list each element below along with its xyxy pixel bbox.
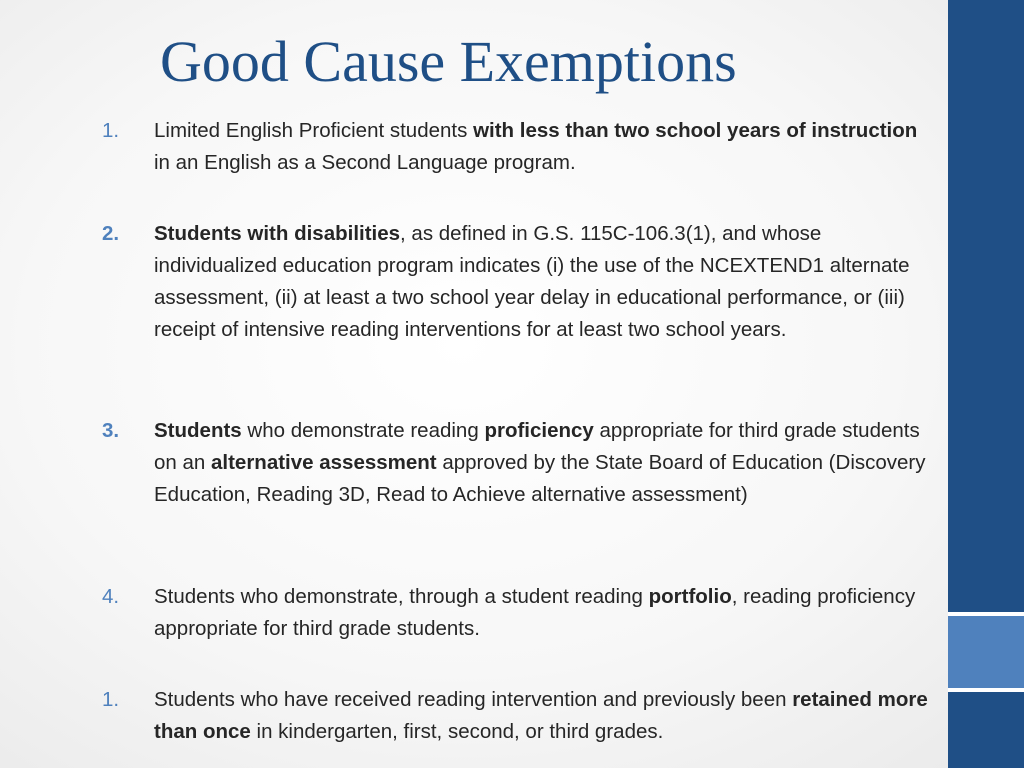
side-band-dark-top (948, 0, 1024, 612)
list-item-text: Students who have received reading intervention and previously been retained more than once in kindergarten, first, second, or third grades. (154, 688, 928, 743)
list-item-text: Students with disabilities, as defined in G.S. 115C-106.3(1), and whose individualized education program indicates (i) the use of the NCEXTEND1 alternate assessment, (ii) at least a two school year delay in educational performance, or (iii) receipt of intensive reading interventions for at least two school years. (154, 222, 910, 341)
list-item-number: 4. (102, 585, 120, 608)
list-item-number: 1. (102, 688, 120, 711)
list-item-text: Students who demonstrate reading proficiency appropriate for third grade students on an alternative assessment approved by the State Board of Education (Discovery Education, Reading 3D, Read to Achieve alternative assessment) (154, 419, 926, 506)
side-band-dark-bottom (948, 692, 1024, 768)
list-item-number: 2. (102, 222, 120, 245)
slide-title: Good Cause Exemptions (160, 29, 737, 94)
list-item-number: 3. (102, 419, 120, 442)
side-band-light (948, 616, 1024, 688)
list-item-number: 1. (102, 119, 120, 142)
list-item-text: Limited English Proficient students with less than two school years of instruction in an English as a Second Language program. (154, 119, 918, 174)
list-item-text: Students who demonstrate, through a student reading portfolio, reading proficiency appropriate for third grade students. (154, 585, 916, 640)
